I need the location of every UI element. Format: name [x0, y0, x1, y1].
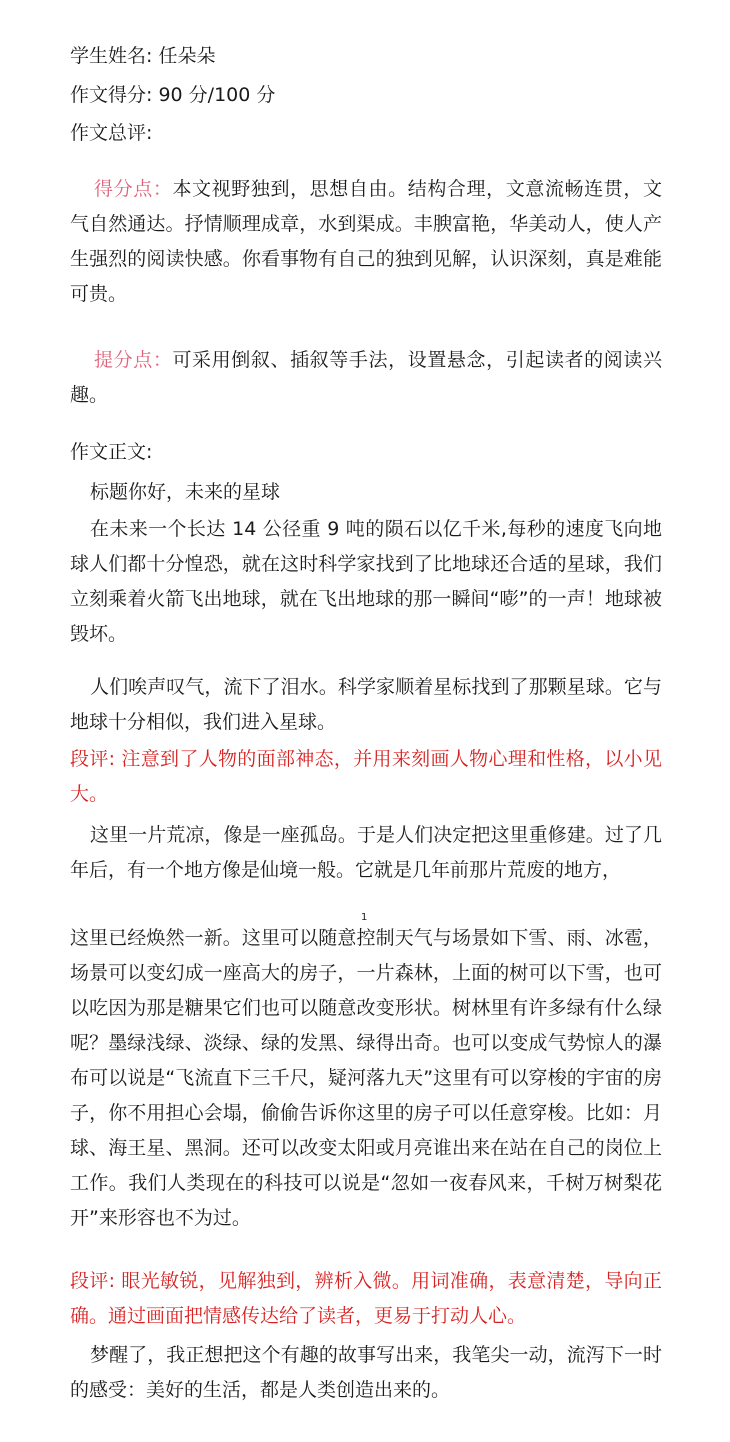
merit-text: 本文视野独到，思想自由。结构合理，文意流畅连贯，文气自然通达。抒情顺理成章，水到渠成。丰腴富艳，华美动人，使人产生强烈的阅读快感。你看事物有自己的独到见解，认识深刻，真是难能可贵。 [70, 178, 662, 305]
essay-paragraph-1: 在未来一个长达 14 公径重 9 吨的陨石以亿千米,每秒的速度飞向地球人们都十分惶恐，就在这时科学家找到了比地球还合适的星球，我们立刻乘着火箭飞出地球，就在飞出地球的那一瞬间“嘭”的一声！地球被毁坏。 [70, 518, 662, 645]
essay-paragraph-3-part-1: 这里一片荒凉，像是一座孤岛。于是人们决定把这里重修建。过了几年后，有一个地方像是仙境一般。它就是几年前那片荒废的地方， [70, 824, 662, 881]
merit-label: 得分点： [94, 178, 173, 200]
essay-score-label: 作文得分: [70, 84, 153, 106]
improve-text: 可采用倒叙、插叙等手法，设置悬念，引起读者的阅读兴趣。 [70, 349, 662, 406]
student-name-value: 任朵朵 [158, 45, 216, 67]
summary-label: 作文总评: [70, 122, 153, 144]
essay-paragraph-4: 梦醒了，我正想把这个有趣的故事写出来，我笔尖一动，流泻下一时的感受：美好的生活，都是人类创造出来的。 [70, 1344, 662, 1401]
essay-title: 标题你好，未来的星球 [90, 481, 281, 503]
essay-score-value: 90 分/100 分 [158, 84, 276, 106]
paragraph-comment-2: 段评: 眼光敏锐，见解独到，辨析入微。用词准确，表意清楚，导向正确。通过画面把情感传达给了读者，更易于打动人心。 [70, 1270, 662, 1327]
essay-body-label: 作文正文: [70, 441, 153, 463]
page-number: 1 [361, 912, 368, 923]
student-name-label: 学生姓名: [70, 45, 153, 67]
improve-review [70, 343, 662, 413]
student-name-row [70, 42, 215, 70]
essay-score-row [70, 81, 275, 109]
merit-review [70, 172, 662, 312]
paragraph-comment-1: 段评: 注意到了人物的面部神态，并用来刻画人物心理和性格，以小见大。 [70, 748, 662, 805]
improve-label: 提分点： [94, 349, 173, 371]
essay-paragraph-3-part-2: 这里已经焕然一新。这里可以随意控制天气与场景如下雪、雨、冰雹，场景可以变幻成一座高大的房子，一片森林，上面的树可以下雪，也可以吃因为那是糖果它们也可以随意改变形状。树林里有许多绿有什么绿呢？墨绿浅绿、淡绿、绿的发黑、绿得出奇。也可以变成气势惊人的瀑布可以说是“飞流直下三千尺，疑河落九天”这里有可以穿梭的宇宙的房子，你不用担心会塌，偷偷告诉你这里的房子可以任意穿梭。比如：月球、海王星、黑洞。还可以改变太阳或月亮谁出来在站在自己的岗位上工作。我们人类现在的科技可以说是“忽如一夜春风来，千树万树梨花开”来形容也不为过。 [70, 927, 662, 1229]
essay-paragraph-2: 人们唉声叹气，流下了泪水。科学家顺着星标找到了那颗星球。它与地球十分相似，我们进入星球。 [70, 676, 662, 733]
